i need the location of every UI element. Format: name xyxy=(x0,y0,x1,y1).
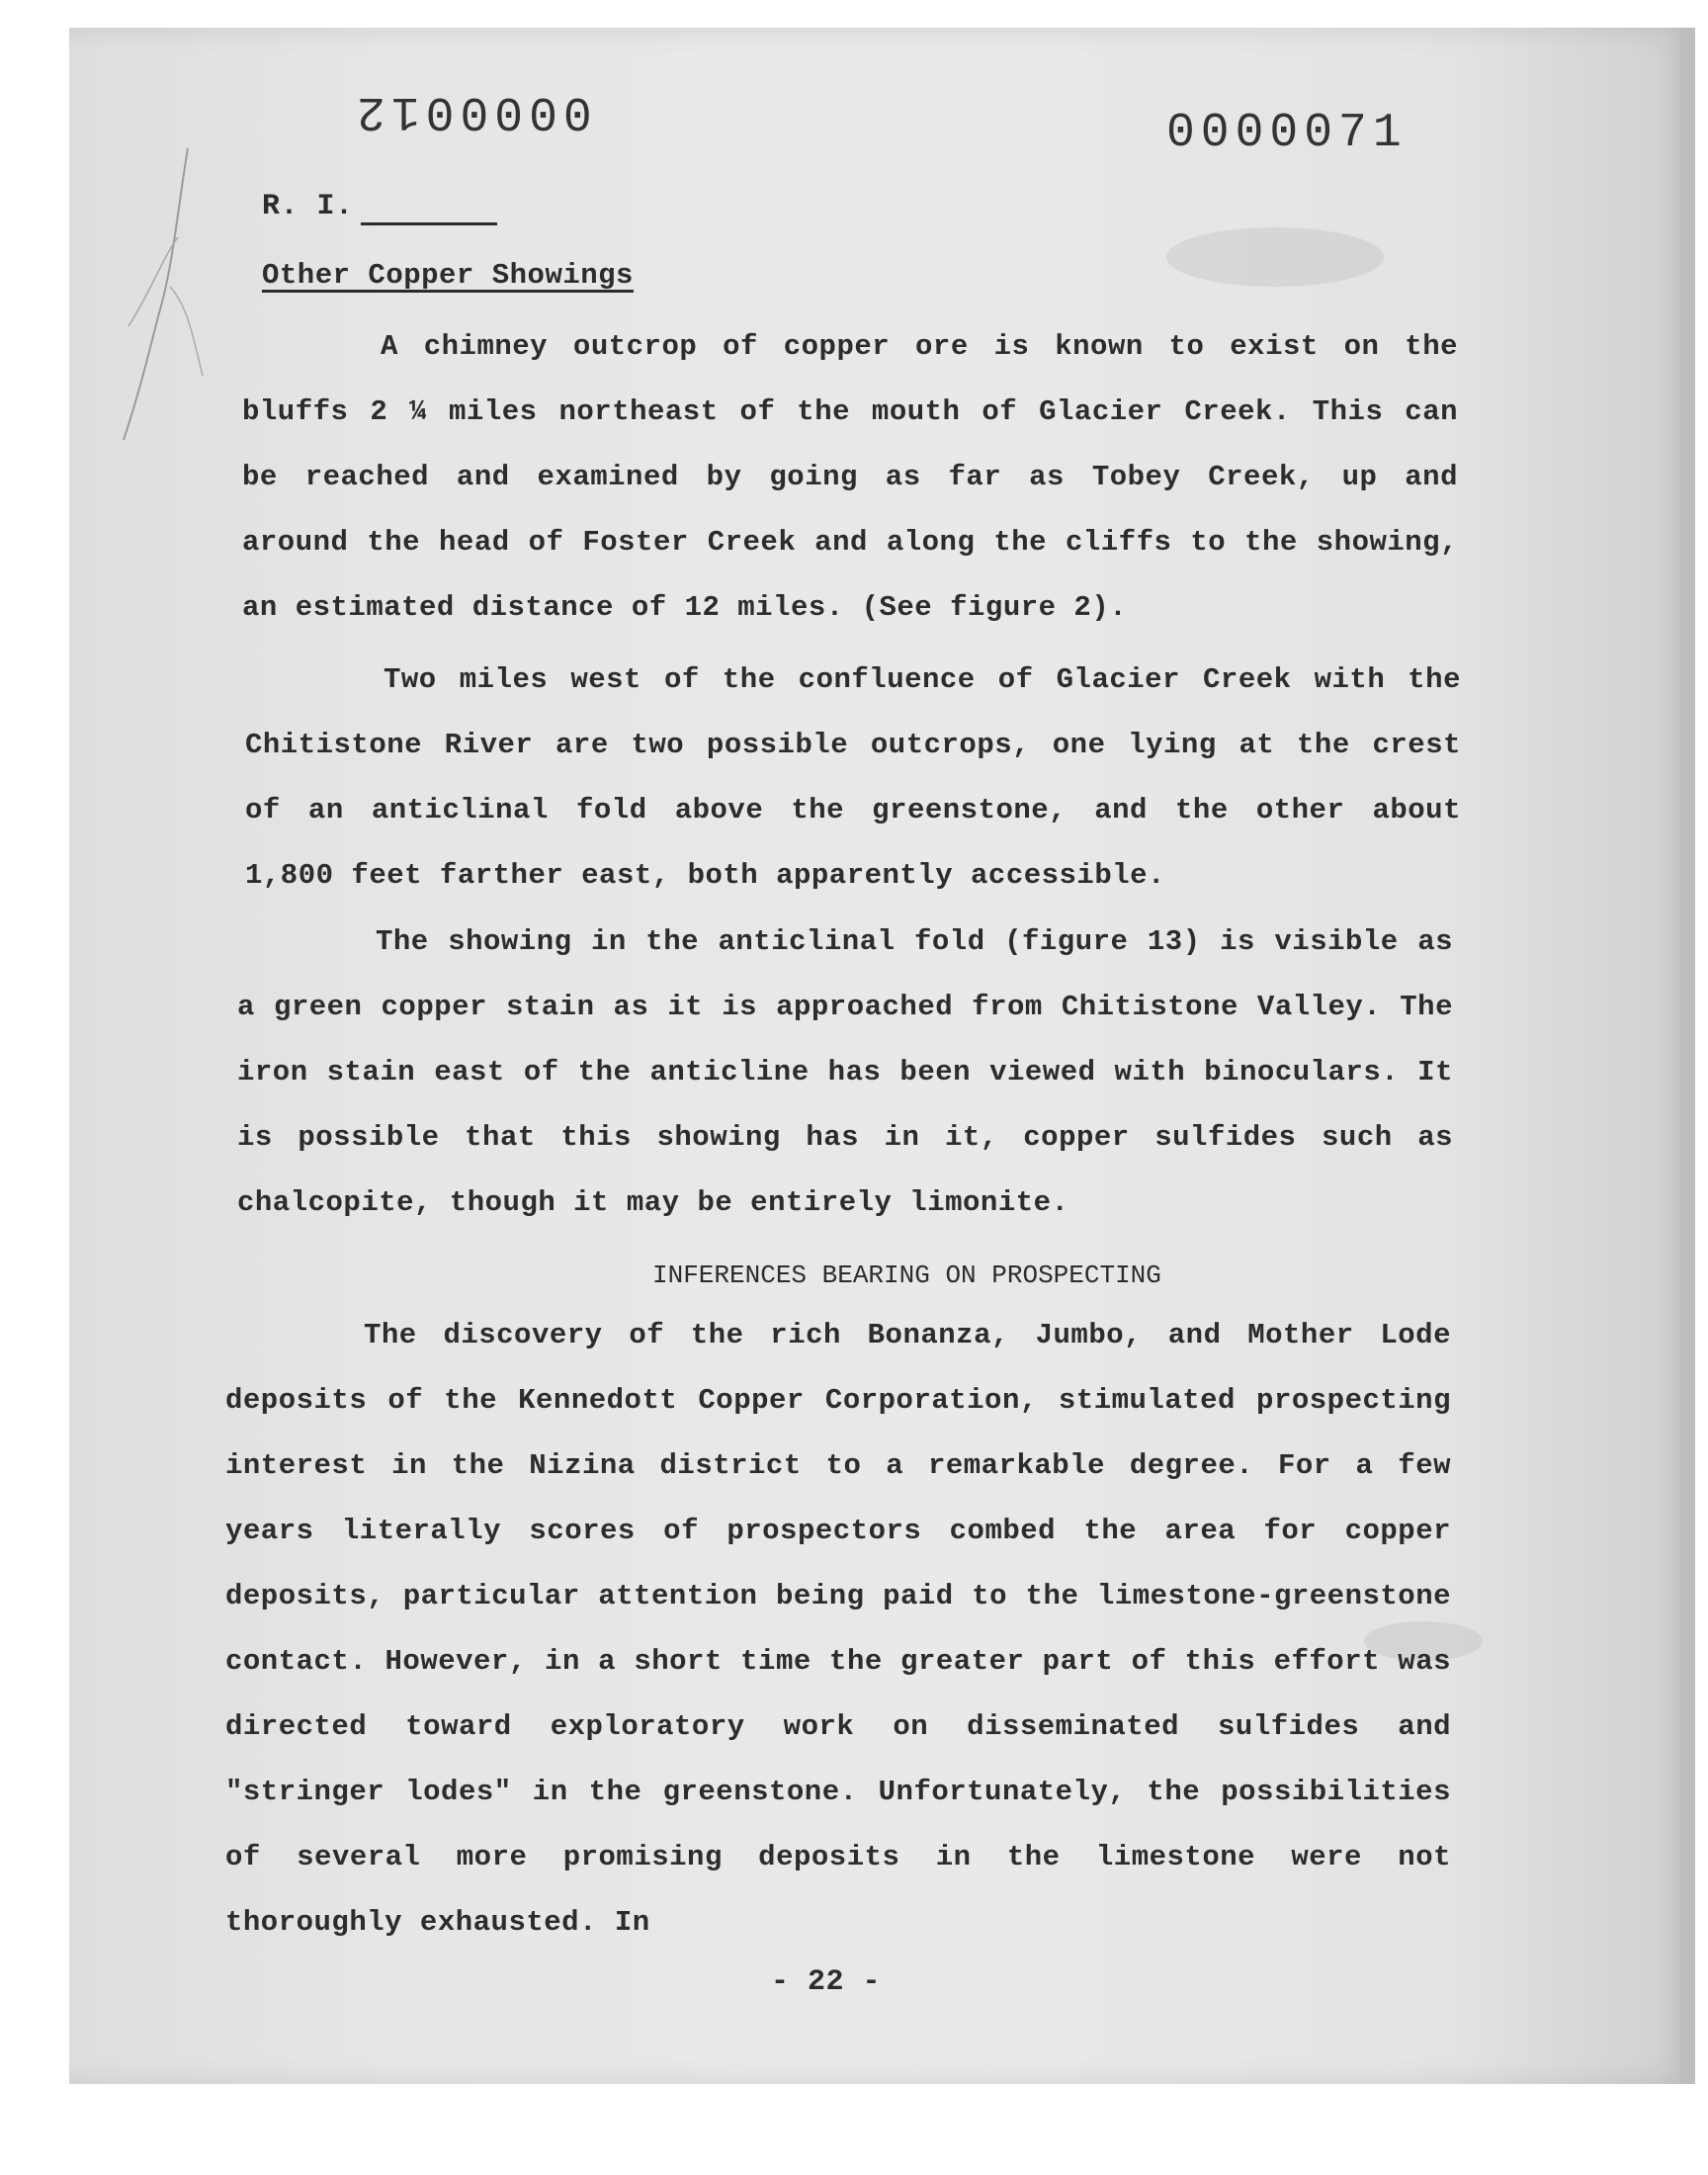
body-paragraph: Two miles west of the confluence of Glacier Creek with the Chitistone River are two possible outcrops, one lying at the crest of an anticlinal fold above the greenstone, and the other about 1,800 feet farther east, both apparently accessible. xyxy=(245,663,1461,892)
scan-smudge xyxy=(1166,227,1384,287)
paper-edge-shadow xyxy=(1680,28,1694,2084)
report-identifier-label: R. I. xyxy=(262,190,354,223)
section-heading: Other Copper Showings xyxy=(262,259,634,292)
body-paragraph: The discovery of the rich Bonanza, Jumbo, and Mother Lode deposits of the Kennedott Copper Corporation, stimulated prospecting interest in the Nizina district to a remarkable degree. For a few years literally scores of prospectors combed the area for copper deposits, particular attention being paid to the limestone-greenstone contact. However, in a short time the greater part of this effort was directed toward exploratory work on disseminated sulfides and "stringer lodes" in the greenstone. Unfortunately, the possibilities of several more promising deposits in the limestone were not thoroughly exhausted. In xyxy=(225,1319,1451,1939)
page-number: - 22 - xyxy=(771,1965,882,1999)
section-subheading: INFERENCES BEARING ON PROSPECTING xyxy=(652,1261,1161,1290)
body-paragraph: The showing in the anticlinal fold (figure 13) is visible as a green copper stain as it is approached from Chitistone Valley. The iron stain east of the anticline has been viewed with binoculars. It is possible that this showing has in it, copper sulfides such as chalcopite, though it may be entirely limonite. xyxy=(237,925,1453,1219)
margin-scratch-marks xyxy=(119,148,208,445)
document-stamp-number-left: 0000012 xyxy=(351,84,592,137)
body-paragraph: A chimney outcrop of copper ore is known to exist on the bluffs 2 ¼ miles northeast of the mouth of Glacier Creek. This can be reached and examined by going as far as Tobey Creek, up and around the head of Foster Creek and along the cliffs to the showing, an estimated distance of 12 miles. (See figure 2). xyxy=(242,330,1458,624)
document-stamp-number-right: 0000071 xyxy=(1166,107,1408,160)
report-identifier-blank-line xyxy=(361,222,497,225)
